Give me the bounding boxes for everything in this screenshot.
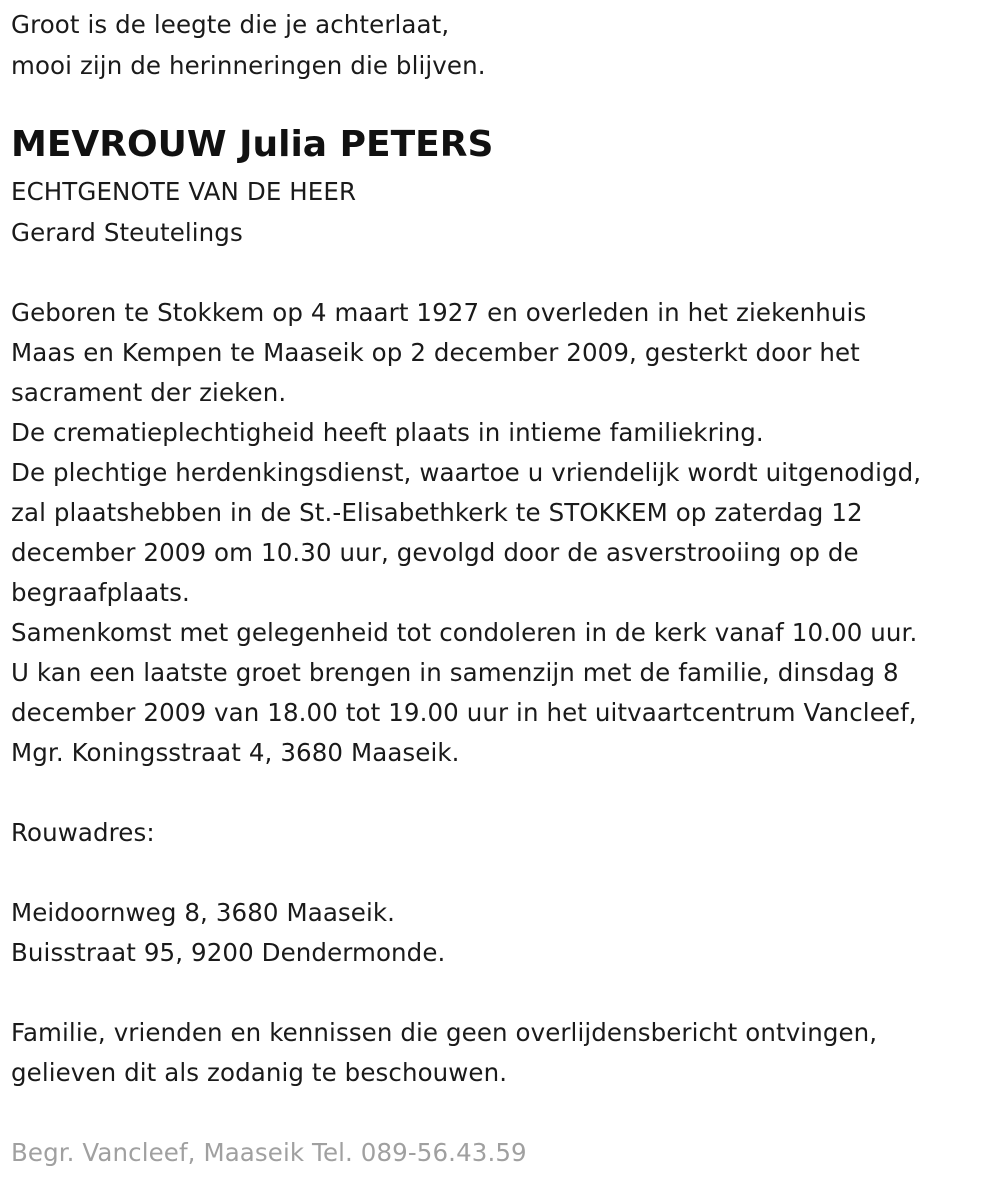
- address-label: Rouwadres:: [11, 818, 155, 847]
- body-line: De plechtige herdenkingsdienst, waartoe u vriendelijk wordt uitgenodigd,: [11, 458, 922, 487]
- motto-line-2: mooi zijn de herinneringen die blijven.: [11, 51, 486, 80]
- body-line: Maas en Kempen te Maaseik op 2 december 2009, gesterkt door het: [11, 338, 860, 367]
- address-line-2: Buisstraat 95, 9200 Dendermonde.: [11, 938, 446, 967]
- body-line: Geboren te Stokkem op 4 maart 1927 en overleden in het ziekenhuis: [11, 298, 867, 327]
- closing-line-1: Familie, vrienden en kennissen die geen overlijdensbericht ontvingen,: [11, 1018, 878, 1047]
- address-line-1: Meidoornweg 8, 3680 Maaseik.: [11, 898, 396, 927]
- body-line: sacrament der zieken.: [11, 378, 287, 407]
- body-line: december 2009 om 10.30 uur, gevolgd door de asverstrooiing op de: [11, 538, 859, 567]
- relation-line: ECHTGENOTE VAN DE HEER: [11, 177, 357, 206]
- closing-line-2: gelieven dit als zodanig te beschouwen.: [11, 1058, 508, 1087]
- body-line: begraafplaats.: [11, 578, 190, 607]
- body-line: Samenkomst met gelegenheid tot condoleren in de kerk vanaf 10.00 uur.: [11, 618, 918, 647]
- body-line: Mgr. Koningsstraat 4, 3680 Maaseik.: [11, 738, 460, 767]
- body-line: december 2009 van 18.00 tot 19.00 uur in het uitvaartcentrum Vancleef,: [11, 698, 917, 727]
- spouse-name: Gerard Steutelings: [11, 218, 243, 247]
- body-line: De crematieplechtigheid heeft plaats in intieme familiekring.: [11, 418, 764, 447]
- motto-line-1: Groot is de leegte die je achterlaat,: [11, 10, 450, 39]
- body-line: zal plaatshebben in de St.-Elisabethkerk te STOKKEM op zaterdag 12: [11, 498, 863, 527]
- undertaker-footer: Begr. Vancleef, Maaseik Tel. 089-56.43.59: [11, 1138, 527, 1167]
- deceased-name: MEVROUW Julia PETERS: [11, 124, 494, 165]
- body-line: U kan een laatste groet brengen in samenzijn met de familie, dinsdag 8: [11, 658, 899, 687]
